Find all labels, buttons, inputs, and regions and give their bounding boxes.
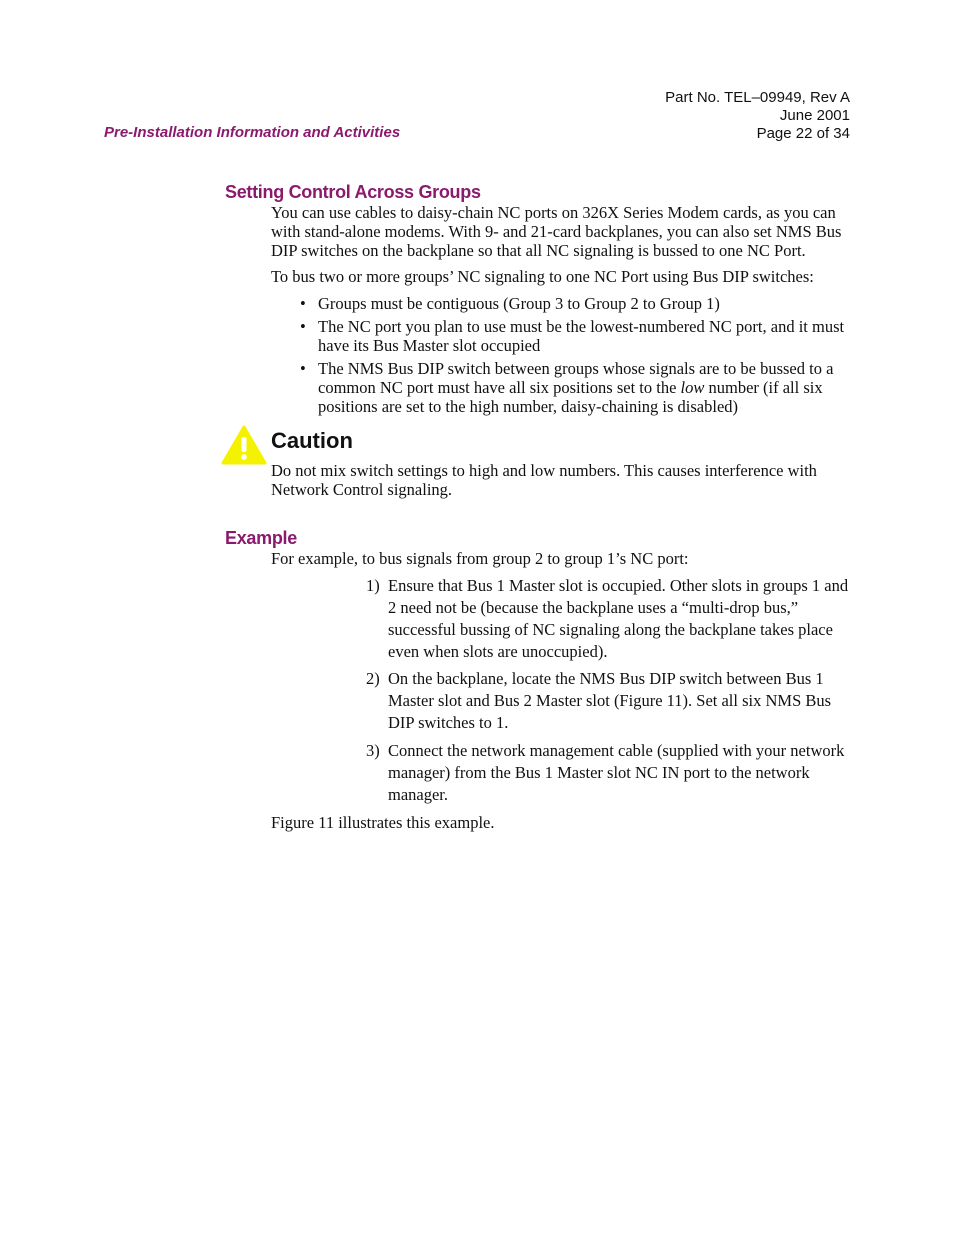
numbered-step xyxy=(366,740,852,806)
section-intro-paragraph: You can use cables to daisy-chain NC ports on 326X Series Modem cards, as you can with stand-alone modems. With 9- and 21-card backplanes, you can also set NMS Bus DIP switches on the backplane so that all NC signaling is bussed to one NC Port. xyxy=(271,203,842,260)
list-item xyxy=(300,317,848,355)
step-number: 3) xyxy=(366,741,380,760)
page-header-info xyxy=(665,89,850,143)
numbered-step xyxy=(366,575,852,663)
part-number: Part No. TEL–09949, Rev A xyxy=(665,89,850,106)
step-text: On the backplane, locate the NMS Bus DIP switch between Bus 1 Master slot and Bus 2 Master slot (Figure 11). Set all six NMS Bus DIP switches to 1. xyxy=(388,669,832,732)
section-heading-setting-control: Setting Control Across Groups xyxy=(225,182,481,202)
document-date: June 2001 xyxy=(779,107,850,124)
step-number: 1) xyxy=(366,576,380,595)
bullet-text-end: number (if all six positions are set to the high number, daisy-chaining is disabled) xyxy=(318,378,823,416)
bus-instructions-lead: To bus two or more groups’ NC signaling to one NC Port using Bus DIP switches: xyxy=(271,267,814,286)
bullet-icon: • xyxy=(300,317,306,336)
section-header: Pre-Installation Information and Activities xyxy=(104,124,401,141)
warning-triangle-icon xyxy=(221,425,267,465)
caution-text: Do not mix switch settings to high and low numbers. This causes interference with Network Control signaling. xyxy=(271,461,817,499)
step-number: 2) xyxy=(366,669,380,688)
example-intro: For example, to bus signals from group 2 to group 1’s NC port: xyxy=(271,549,689,568)
bullet-icon: • xyxy=(300,294,306,313)
list-item-text: Groups must be contiguous (Group 3 to Group 2 to Group 1) xyxy=(318,294,720,313)
figure-reference: Figure 11 illustrates this example. xyxy=(271,813,495,832)
numbered-step xyxy=(366,668,852,734)
step-text: Connect the network management cable (supplied with your network manager) from the Bus 1 Master slot NC IN port to the network manager. xyxy=(388,741,845,804)
list-item xyxy=(300,359,848,416)
list-item xyxy=(300,294,848,313)
section-heading-example: Example xyxy=(225,528,297,548)
bullet-text-start: The NMS Bus DIP switch between groups whose signals are to be bussed to a common NC port must have all six positions set to the xyxy=(318,359,834,397)
page-number: Page 22 of 34 xyxy=(756,125,850,142)
caution-title: Caution xyxy=(271,428,353,453)
step-text: Ensure that Bus 1 Master slot is occupied. Other slots in groups 1 and 2 need not be (because the backplane uses a “multi-drop bus,” successful bussing of NC signaling along the backplane takes place even when slots are unoccupied). xyxy=(388,576,849,661)
list-item-text xyxy=(318,359,848,416)
bullet-icon: • xyxy=(300,359,306,378)
emphasis-low: low xyxy=(680,378,705,397)
list-item-text: The NC port you plan to use must be the lowest-numbered NC port, and it must have its Bus Master slot occupied xyxy=(318,317,845,355)
